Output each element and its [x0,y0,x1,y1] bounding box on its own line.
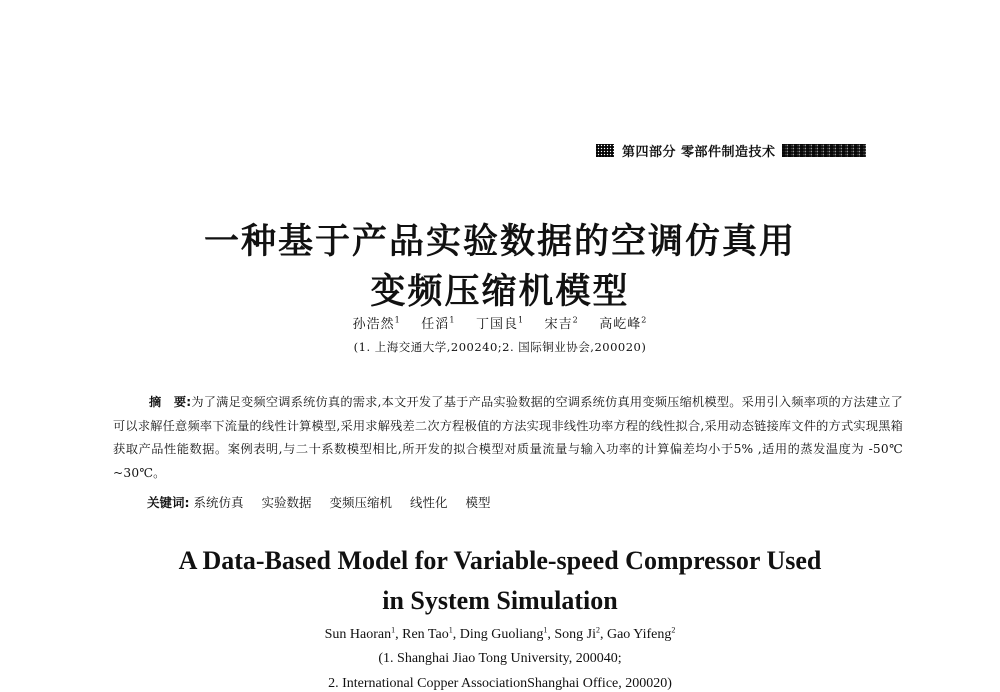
author-en: Ren Tao$^1$, [402,625,460,642]
keywords [147,493,505,511]
author-cn: 宋吉$^2$ [544,315,579,332]
section-header-text: 第四部分 零部件制造技术 [622,144,776,160]
keywords-label: 关键词: [147,495,190,510]
header-ornament-left [596,144,614,157]
author-cn: 高屹峰$^2$ [599,315,648,332]
title-en-line1: A Data-Based Model for Variable-speed Compressor Used [178,546,822,575]
keyword: 变频压缩机 [329,495,392,510]
authors-cn [0,313,1000,332]
author-cn: 孙浩然$^1$ [352,315,401,332]
title-cn-line1: 一种基于产品实验数据的空调仿真用 [203,222,796,262]
author-en: Sun Haoran$^1$, [324,625,403,642]
author-en: Song Ji$^2$, [554,625,607,642]
abstract-text: 为了满足变频空调系统仿真的需求,本文开发了基于产品实验数据的空调系统仿真用变频压缩机模型。采用引入频率项的方法建立了可以求解任意频率下流量的线性计算模型,采用求解残差二次方程极值的方法实现非线性功率方程的线性拟合,采用动态链接库文件的方式实现黑箱获取产品性能数据。案例表明,与二十系数模型相比,所开发的拟合模型对质量流量与输入功率的计算偏差均小于5% ,适用的蒸发温度为 -50℃ ~30℃。 [113,395,903,480]
keyword: 线性化 [409,495,448,510]
author-cn: 任滔$^1$ [421,315,456,332]
authors-en [0,625,1000,643]
keyword: 系统仿真 [193,495,244,510]
keyword: 模型 [465,495,491,510]
abstract [113,391,903,485]
header-ornament-right [782,144,866,157]
author-cn: 丁国良$^1$ [475,315,525,332]
affiliation-cn: (1. 上海交通大学,200240;2. 国际铜业协会,200020) [353,340,647,354]
abstract-label: 摘 要: [149,395,192,409]
affiliation-en-line2: 2. International Copper AssociationShanghai Office, 200020) [328,676,672,691]
section-header [596,140,866,160]
title-cn-line2: 变频压缩机模型 [370,272,630,312]
author-en: Ding Guoliang$^1$, [459,625,555,642]
author-en: Gao Yifeng$^2$ [606,625,676,642]
title-en-line2: in System Simulation [382,586,618,615]
keyword: 实验数据 [261,495,312,510]
affiliation-en-line1: (1. Shanghai Jiao Tong University, 200040; [378,651,622,666]
